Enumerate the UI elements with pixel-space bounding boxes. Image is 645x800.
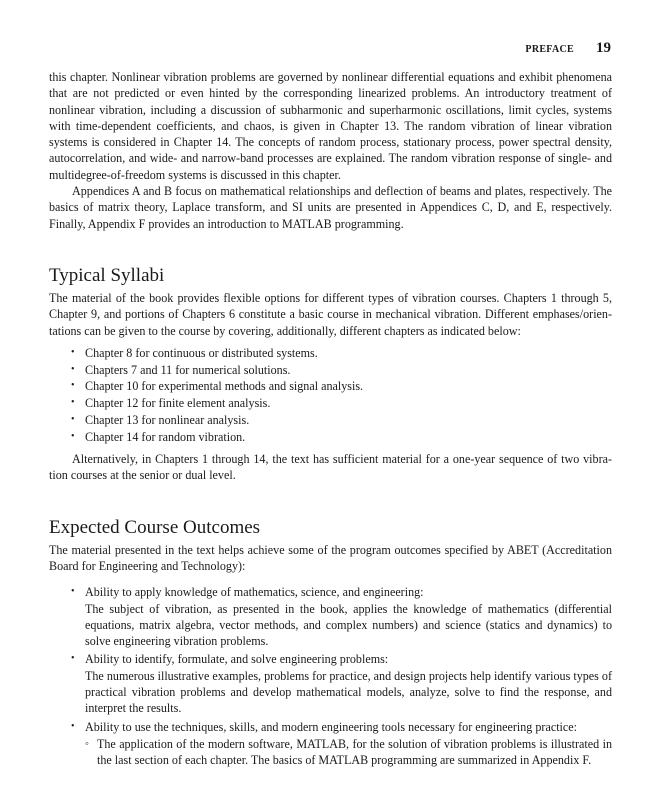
outcome-item [85, 719, 612, 769]
outcome-item [85, 651, 612, 716]
outcome-title: • Ability to identify, formulate, and solve engineering problems: [85, 652, 389, 667]
outcome-description: The numerous illustrative examples, problems for practice, and design projects help identify various types of practical vibration problems and develop mathematical models, analyze, solve to find the response, and interpret the results. [85, 668, 612, 716]
list-item: • Chapter 12 for finite element analysis. [85, 395, 612, 411]
syllabi-intro: The material of the book provides flexible options for different types of vibration courses. Chapters 1 through 5, Chapter 9, and portions of Chapters 6 constitute a basic course in mechanical vibration. Different emphases/orientations can be given to the course by covering, additionally, different chapters as indicated below: [49, 290, 612, 338]
outcomes-intro: The material presented in the text helps achieve some of the program outcomes specified by ABET (Accreditation Board for Engineering and Technology): [49, 542, 612, 573]
list-item: • Chapter 14 for random vibration. [85, 429, 612, 445]
running-head-section: PREFACE [525, 44, 574, 55]
outcomes-list [49, 584, 612, 768]
section-heading-outcomes: Expected Course Outcomes [49, 516, 261, 538]
outcome-item [85, 584, 612, 649]
section-expected-course-outcomes [49, 517, 612, 769]
list-item: • Chapters 7 and 11 for numerical solutions. [85, 362, 612, 378]
intro-paragraph-1: this chapter. Nonlinear vibration problems are governed by nonlinear differential equations and exhibit phenomena that are not predicted or even hinted by the corresponding linearized problems. An introductory treatment of nonlinear vibration, including a discussion of subharmonic and superharmonic oscillations, limit cycles, systems with time-dependent coefficients, and chaos, is given in Chapter 13. The random vibration of linear vibration systems is considered in Chapter 14. The concepts of random process, stationary process, power spectral density, autocorrelation, and wide- and narrow-band processes are explained. The random vibration response of single- and multidegree-of-freedom systems is discussed in this chapter. [49, 70, 612, 182]
outcome-sublist [85, 736, 612, 769]
intro-paragraph-2: Appendices A and B focus on mathematical relationships and deflection of beams and plates, respectively. The basics of matrix theory, Laplace transform, and SI units are presented in Appendices C, D, and E, respectively. Finally, Appendix F provides an introduction to MATLAB programming. [49, 184, 612, 231]
section-typical-syllabi [49, 265, 612, 484]
outcome-subitem: ◦ The application of the modern software, MATLAB, for the solution of vibration problems is illustrated in the last section of each chapter. The basics of MATLAB programming are summarized in Appendix F. [97, 736, 612, 769]
outcome-title: • Ability to use the techniques, skills, and modern engineering tools necessary for engineering practice: [85, 719, 578, 734]
list-item: • Chapter 10 for experimental methods and signal analysis. [85, 378, 612, 394]
page-body [49, 69, 612, 771]
list-item: • Chapter 13 for nonlinear analysis. [85, 412, 612, 428]
list-item: • Chapter 8 for continuous or distributed systems. [85, 345, 612, 361]
section-heading-syllabi: Typical Syllabi [49, 264, 165, 286]
outcome-title: • Ability to apply knowledge of mathematics, science, and engineering: [85, 585, 424, 600]
syllabi-list [49, 345, 612, 445]
outcome-description: The subject of vibration, as presented in the book, applies the knowledge of mathematics (differential equations, matrix algebra, vector methods, and complex numbers) and science (statics and dynamics) to solve engineering vibration problems. [85, 601, 612, 649]
running-head [525, 40, 611, 57]
page-number: 19 [596, 40, 611, 56]
syllabi-closing: Alternatively, in Chapters 1 through 14, the text has sufficient material for a one-year sequence of two vibration courses at the senior or dual level. [49, 452, 612, 483]
